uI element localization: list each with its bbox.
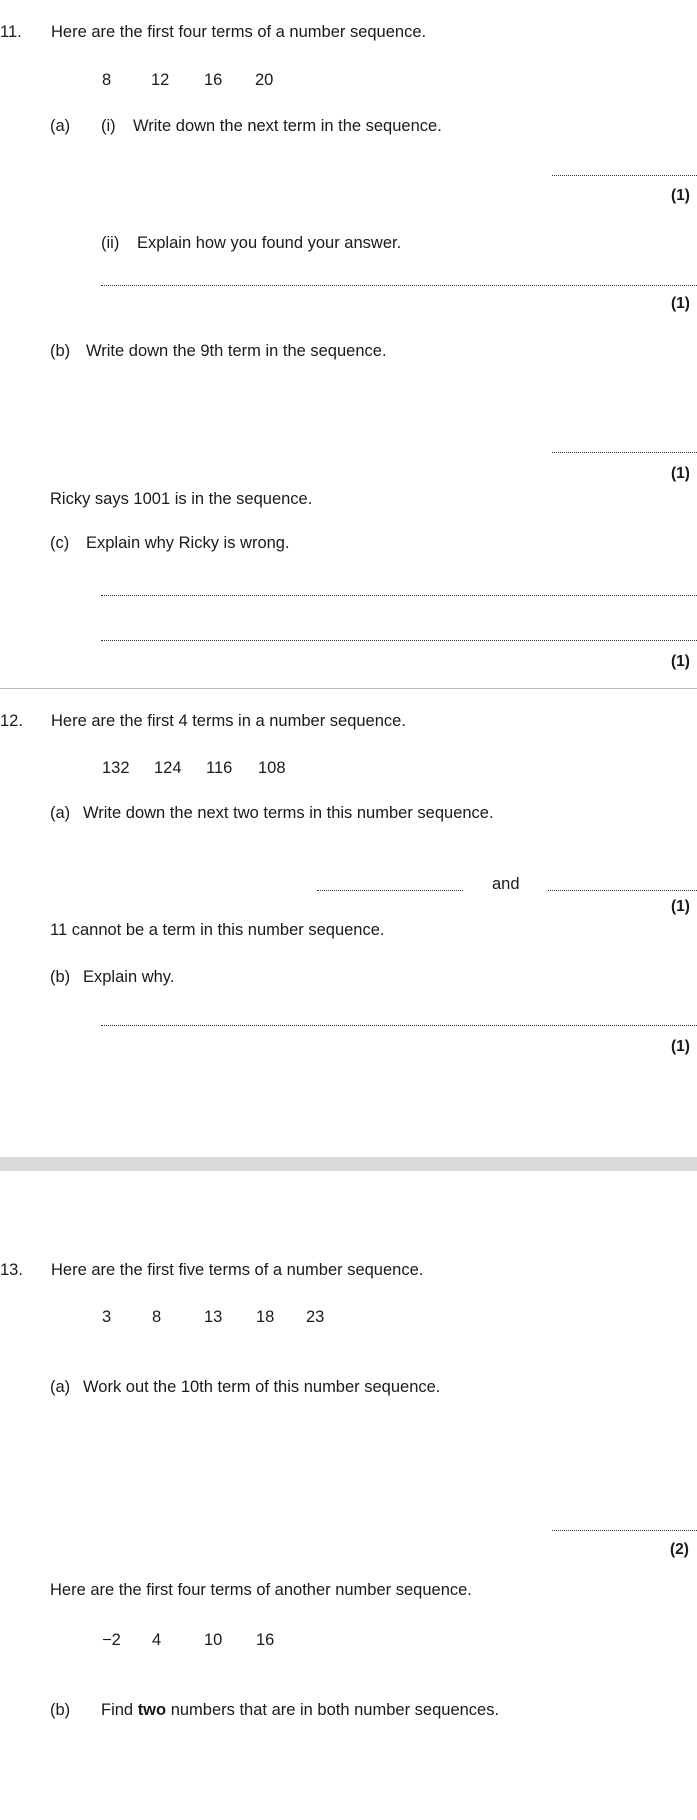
q13-number: 13. (0, 1261, 23, 1279)
q11ai-question: Write down the next term in the sequence. (133, 117, 442, 135)
q13-term: 13 (204, 1308, 223, 1326)
q13-intro: Here are the first five terms of a number sequence. (51, 1261, 424, 1279)
q13b-text-pre: Find (101, 1701, 138, 1719)
q11-term: 12 (151, 71, 170, 89)
q12b-question: Explain why. (83, 968, 175, 986)
q13b-question (101, 1702, 499, 1719)
q12-statement: 11 cannot be a term in this number sequence. (50, 921, 385, 939)
q12a-question: Write down the next two terms in this number sequence. (83, 804, 494, 822)
q11aii-label: (ii) (101, 234, 120, 252)
q13a-question: Work out the 10th term of this number sequence. (83, 1378, 441, 1396)
q13-term: 18 (256, 1308, 275, 1326)
q12a-mark: (1) (671, 898, 690, 915)
q11b-question: Write down the 9th term in the sequence. (86, 342, 387, 360)
q11b-mark: (1) (671, 465, 690, 482)
q11c-label: (c) (50, 534, 70, 552)
q11b-label: (b) (50, 342, 71, 360)
q11-term: 8 (102, 71, 112, 89)
q13b-text-post: numbers that are in both number sequences. (166, 1701, 500, 1719)
q11-number: 11. (0, 23, 22, 41)
q11-term: 20 (255, 71, 274, 89)
q12-term: 108 (258, 759, 286, 777)
q11ai-answer-line[interactable] (552, 175, 697, 176)
q12a-and: and (492, 875, 520, 893)
q11aii-answer-line[interactable] (101, 285, 697, 286)
q12a-answer-line-1[interactable] (317, 890, 463, 891)
q13b-text-bold: two (137, 1701, 167, 1719)
q12b-mark: (1) (671, 1038, 690, 1055)
q13-term: 3 (102, 1308, 112, 1326)
q11aii-mark: (1) (671, 295, 690, 312)
q12-term: 124 (154, 759, 182, 777)
q11-ricky-statement: Ricky says 1001 is in the sequence. (50, 490, 313, 508)
q13-term: 8 (152, 1308, 162, 1326)
q12b-label: (b) (50, 968, 71, 986)
q13-term2: 10 (204, 1631, 223, 1649)
q12a-label: (a) (50, 804, 71, 822)
q13b-label: (b) (50, 1701, 71, 1719)
q12-term: 132 (102, 759, 130, 777)
q13a-label: (a) (50, 1378, 71, 1396)
q12-term: 116 (206, 759, 233, 777)
q13-term2: −2 (102, 1631, 121, 1649)
q13-term: 23 (306, 1308, 325, 1326)
q11-term: 16 (204, 71, 223, 89)
q12-intro: Here are the first 4 terms in a number sequence. (51, 712, 406, 730)
q11c-answer-line-2[interactable] (101, 640, 697, 641)
q11c-answer-line-1[interactable] (101, 595, 697, 596)
q13-term2: 4 (152, 1631, 162, 1649)
q11-intro: Here are the first four terms of a number sequence. (51, 23, 427, 41)
q13a-answer-line[interactable] (552, 1530, 697, 1531)
q13a-mark: (2) (670, 1541, 689, 1558)
q12b-answer-line[interactable] (101, 1025, 697, 1026)
q13-term2: 16 (256, 1631, 275, 1649)
q11aii-question: Explain how you found your answer. (137, 234, 402, 252)
q11c-mark: (1) (671, 653, 690, 670)
q11ai-mark: (1) (671, 187, 690, 204)
section-divider (0, 688, 697, 689)
q12a-answer-line-2[interactable] (548, 890, 697, 891)
q11b-answer-line[interactable] (552, 452, 697, 453)
q11ai-label: (i) (101, 117, 116, 135)
page-break-band (0, 1157, 697, 1171)
q12-number: 12. (0, 712, 23, 730)
q11c-question: Explain why Ricky is wrong. (86, 534, 290, 552)
q11a-label: (a) (50, 117, 71, 135)
q13-second-sequence-intro: Here are the first four terms of another number sequence. (50, 1581, 472, 1599)
